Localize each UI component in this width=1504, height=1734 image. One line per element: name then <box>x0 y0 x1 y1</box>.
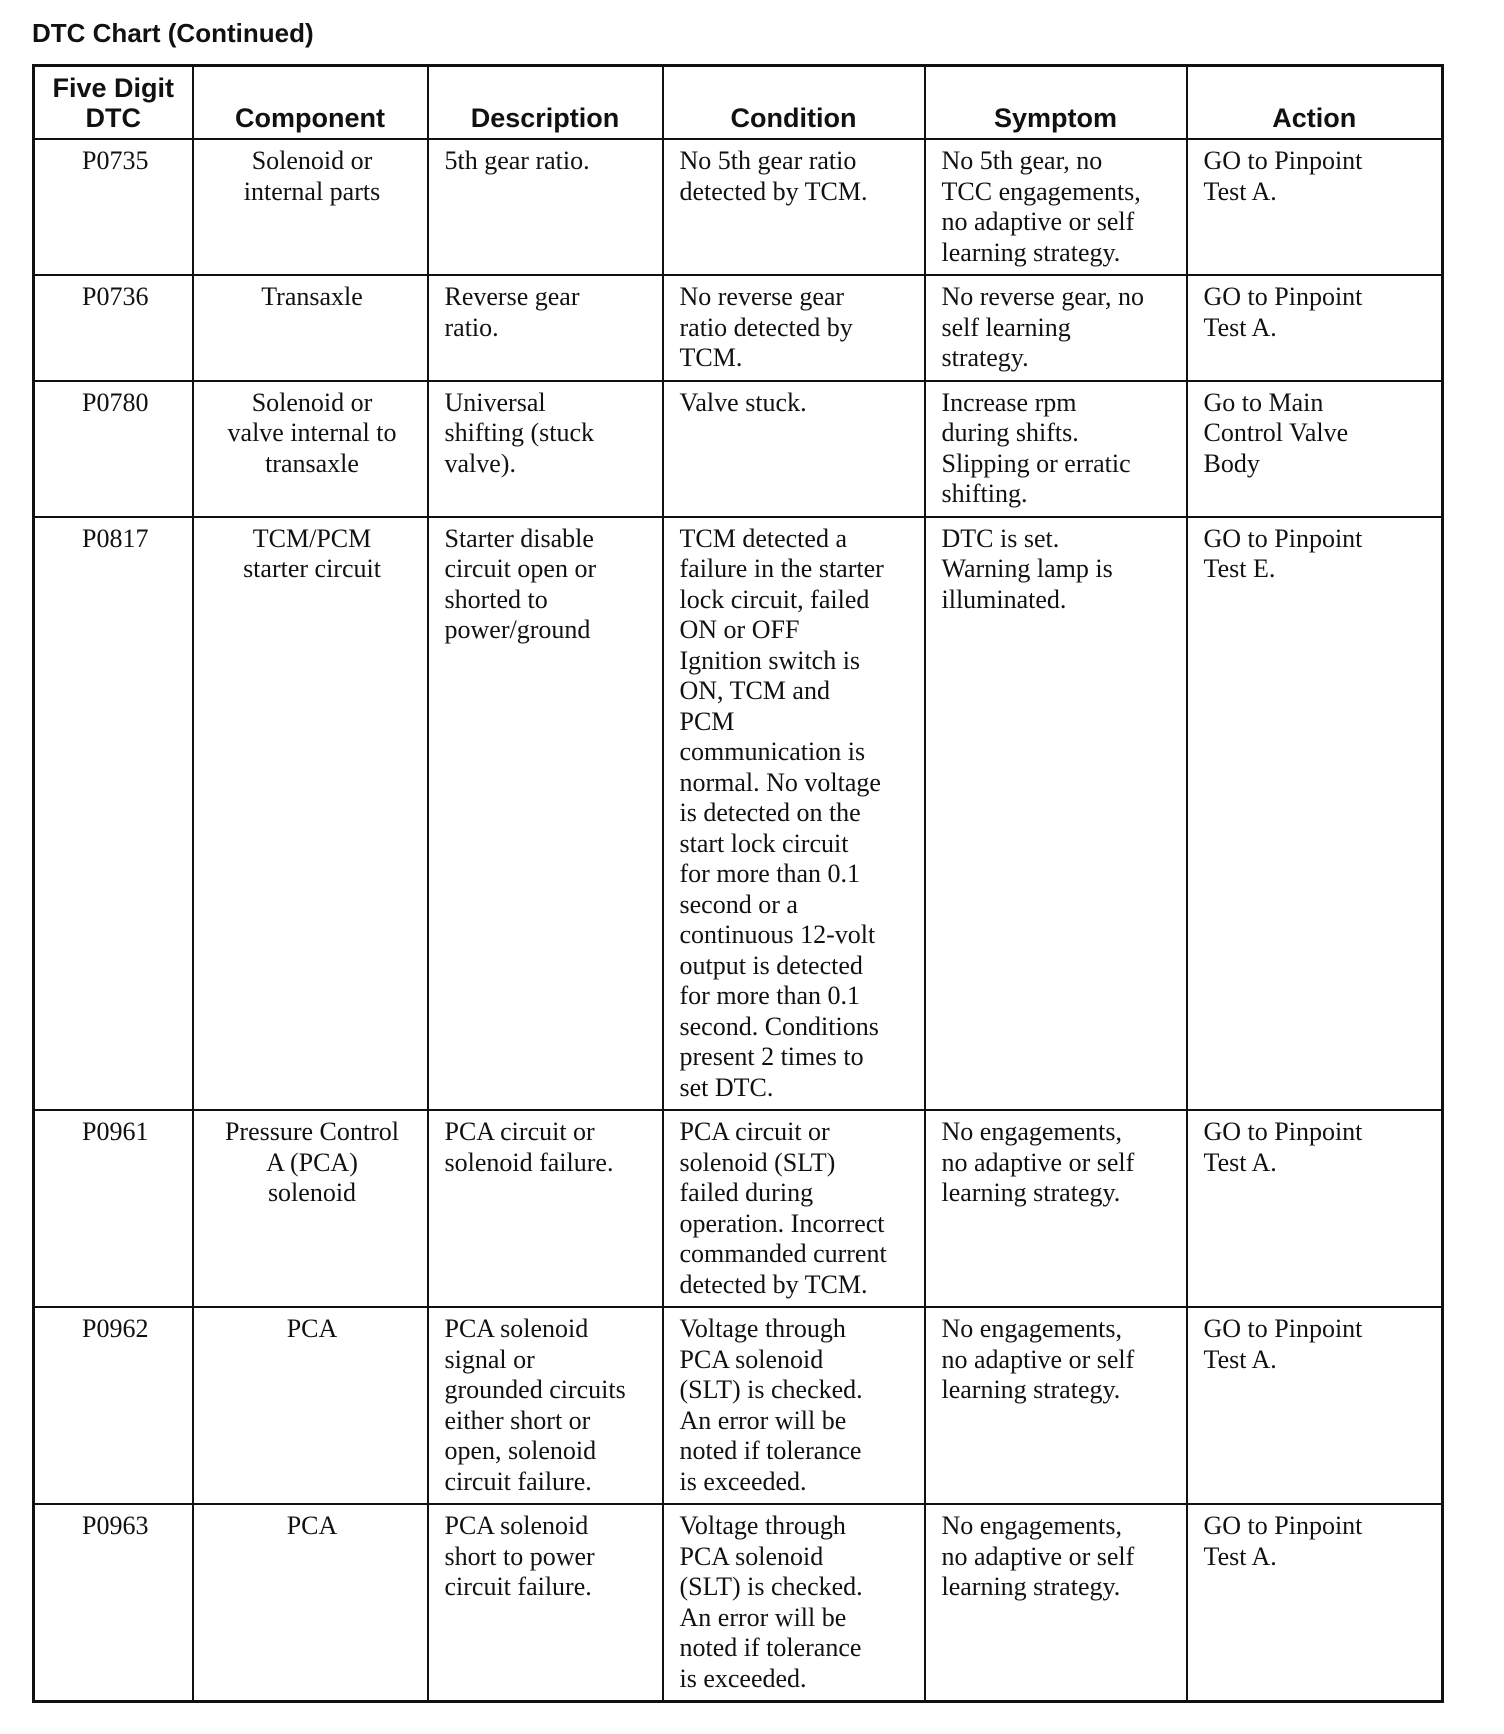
header-line: Five Digit <box>52 73 174 103</box>
cell-line: open, solenoid <box>444 1436 597 1465</box>
cell-line: lock circuit, failed <box>679 584 870 614</box>
cell-line: failure in the starter <box>679 554 884 583</box>
dtc-code-cell: P0817 <box>34 517 193 1111</box>
description-cell <box>428 517 663 1111</box>
cell-line: Test A. <box>1203 1344 1277 1374</box>
cell-line: Test A. <box>1203 312 1277 342</box>
symptom-cell <box>925 139 1187 275</box>
cell-line: circuit failure. <box>444 1572 592 1601</box>
header-condition: Condition <box>663 66 925 140</box>
cell-line: Universal <box>444 387 546 417</box>
cell-line: learning strategy. <box>941 237 1121 267</box>
cell-line: noted if tolerance <box>679 1633 862 1662</box>
symptom-cell <box>925 381 1187 517</box>
dtc-code-cell: P0735 <box>34 139 193 275</box>
cell-line: solenoid (SLT) <box>679 1147 836 1177</box>
cell-line: Increase rpm <box>941 387 1077 417</box>
cell-line: noted if tolerance <box>679 1436 862 1465</box>
cell-line: start lock circuit <box>679 828 849 858</box>
cell-line: Reverse gear <box>444 282 580 311</box>
cell-line: PCA circuit or <box>679 1117 830 1146</box>
component-cell <box>193 1110 428 1307</box>
component-cell <box>193 1307 428 1504</box>
cell-line: solenoid failure. <box>444 1147 614 1177</box>
cell-line: Test A. <box>1203 1541 1277 1571</box>
cell-line: detected by TCM. <box>679 1269 868 1299</box>
component-cell <box>193 517 428 1111</box>
condition-cell <box>663 1307 925 1504</box>
symptom-cell <box>925 275 1187 381</box>
cell-line: 5th gear ratio. <box>444 146 590 175</box>
cell-line: Test E. <box>1203 554 1276 583</box>
cell-line: (SLT) is checked. <box>679 1572 863 1601</box>
condition-cell <box>663 381 925 517</box>
cell-line: Starter disable <box>444 523 594 553</box>
cell-line: valve). <box>444 448 516 478</box>
component-cell <box>193 139 428 275</box>
cell-line: continuous 12-volt <box>679 920 876 949</box>
cell-line: learning strategy. <box>941 1375 1121 1404</box>
cell-line: Valve stuck. <box>679 387 807 417</box>
cell-line: No engagements, <box>941 1314 1123 1343</box>
cell-line: signal or <box>444 1344 535 1374</box>
cell-line: second. Conditions <box>679 1011 879 1041</box>
component-cell <box>193 275 428 381</box>
header-line: DTC <box>85 103 141 133</box>
action-cell <box>1187 275 1443 381</box>
cell-line: strategy. <box>941 343 1029 372</box>
cell-line: Slipping or erratic <box>941 448 1131 478</box>
dtc-code-cell: P0962 <box>34 1307 193 1504</box>
action-cell <box>1187 139 1443 275</box>
action-cell <box>1187 1504 1443 1702</box>
cell-line: operation. Incorrect <box>679 1208 885 1238</box>
cell-line: Ignition switch is <box>679 645 861 675</box>
cell-line: is detected on the <box>679 798 861 827</box>
symptom-cell <box>925 1307 1187 1504</box>
symptom-cell <box>925 1110 1187 1307</box>
dtc-code-cell: P0736 <box>34 275 193 381</box>
cell-line: failed during <box>679 1178 814 1207</box>
cell-line: Transaxle <box>261 282 363 311</box>
table-row <box>34 517 1443 1111</box>
cell-line: starter circuit <box>243 554 381 583</box>
table-row <box>34 381 1443 517</box>
cell-line: PCA solenoid <box>679 1541 824 1571</box>
cell-line: DTC is set. <box>941 523 1060 553</box>
table-row <box>34 1110 1443 1307</box>
cell-line: Control Valve <box>1203 418 1349 447</box>
cell-line: shorted to <box>444 584 548 614</box>
cell-line: is exceeded. <box>679 1663 807 1693</box>
cell-line: No 5th gear ratio <box>679 146 857 175</box>
condition-cell <box>663 1504 925 1702</box>
header-component: Component <box>193 66 428 140</box>
cell-line: ON, TCM and <box>679 676 830 705</box>
cell-line: second or a <box>679 889 798 919</box>
cell-line: GO to Pinpoint <box>1203 523 1363 553</box>
cell-line: either short or <box>444 1405 591 1435</box>
cell-line: output is detected <box>679 950 863 980</box>
cell-line: Voltage through <box>679 1314 846 1343</box>
cell-line: Go to Main <box>1203 387 1324 417</box>
cell-line: shifting (stuck <box>444 418 594 447</box>
cell-line: TCM detected a <box>679 523 847 553</box>
table-row <box>34 275 1443 381</box>
cell-line: No reverse gear <box>679 282 845 311</box>
cell-line: commanded current <box>679 1239 887 1268</box>
cell-line: GO to Pinpoint <box>1203 1314 1363 1343</box>
cell-line: No engagements, <box>941 1511 1123 1540</box>
cell-line: ratio detected by <box>679 312 853 342</box>
cell-line: no adaptive or self <box>941 207 1135 236</box>
header-row <box>34 66 1443 140</box>
condition-cell <box>663 275 925 381</box>
cell-line: PCA <box>286 1314 338 1343</box>
cell-line: no adaptive or self <box>941 1147 1135 1177</box>
description-cell <box>428 1504 663 1702</box>
cell-line: PCA circuit or <box>444 1117 595 1146</box>
description-cell <box>428 275 663 381</box>
condition-cell <box>663 139 925 275</box>
dtc-code-cell: P0961 <box>34 1110 193 1307</box>
cell-line: power/ground <box>444 615 591 644</box>
component-cell <box>193 1504 428 1702</box>
table-row <box>34 1504 1443 1702</box>
cell-line: ratio. <box>444 312 499 342</box>
action-cell <box>1187 517 1443 1111</box>
cell-line: transaxle <box>265 448 359 478</box>
cell-line: (SLT) is checked. <box>679 1375 863 1404</box>
description-cell <box>428 381 663 517</box>
header-action: Action <box>1187 66 1443 140</box>
cell-line: solenoid <box>267 1178 357 1207</box>
symptom-cell <box>925 517 1187 1111</box>
cell-line: is exceeded. <box>679 1466 807 1496</box>
cell-line: GO to Pinpoint <box>1203 1117 1363 1146</box>
cell-line: for more than 0.1 <box>679 981 861 1010</box>
action-cell <box>1187 1307 1443 1504</box>
cell-line: for more than 0.1 <box>679 859 861 888</box>
cell-line: PCA <box>286 1511 338 1540</box>
cell-line: internal parts <box>243 176 381 206</box>
cell-line: shifting. <box>941 479 1028 508</box>
cell-line: during shifts. <box>941 418 1079 447</box>
cell-line: communication is <box>679 737 866 766</box>
cell-line: short to power <box>444 1541 595 1571</box>
cell-line: PCM <box>679 706 735 736</box>
cell-line: circuit failure. <box>444 1466 592 1496</box>
dtc-table <box>32 64 1444 1703</box>
cell-line: learning strategy. <box>941 1178 1121 1207</box>
cell-line: learning strategy. <box>941 1572 1121 1601</box>
cell-line: An error will be <box>679 1602 847 1632</box>
cell-line: A (PCA) <box>266 1147 358 1177</box>
cell-line: Voltage through <box>679 1511 846 1540</box>
cell-line: TCC engagements, <box>941 176 1141 206</box>
cell-line: ON or OFF <box>679 615 800 644</box>
symptom-cell <box>925 1504 1187 1702</box>
cell-line: TCM. <box>679 343 743 372</box>
description-cell <box>428 139 663 275</box>
cell-line: Test A. <box>1203 1147 1277 1177</box>
cell-line: Test A. <box>1203 176 1277 206</box>
table-body <box>34 139 1443 1702</box>
cell-line: no adaptive or self <box>941 1541 1135 1571</box>
component-cell <box>193 381 428 517</box>
cell-line: No reverse gear, no <box>941 282 1145 311</box>
cell-line: Solenoid or <box>251 146 373 175</box>
cell-line: No 5th gear, no <box>941 146 1103 175</box>
cell-line: detected by TCM. <box>679 176 868 206</box>
cell-line: TCM/PCM <box>252 523 372 553</box>
cell-line: GO to Pinpoint <box>1203 146 1363 175</box>
cell-line: valve internal to <box>227 418 397 447</box>
header-five-digit-dtc <box>34 66 193 140</box>
cell-line: GO to Pinpoint <box>1203 1511 1363 1540</box>
table-row <box>34 139 1443 275</box>
cell-line: PCA solenoid <box>444 1511 589 1540</box>
cell-line: PCA solenoid <box>679 1344 824 1374</box>
action-cell <box>1187 381 1443 517</box>
cell-line: Pressure Control <box>224 1117 400 1146</box>
cell-line: An error will be <box>679 1405 847 1435</box>
table-row <box>34 1307 1443 1504</box>
description-cell <box>428 1110 663 1307</box>
cell-line: normal. No voltage <box>679 767 881 797</box>
condition-cell <box>663 517 925 1111</box>
cell-line: grounded circuits <box>444 1375 626 1404</box>
cell-line: no adaptive or self <box>941 1344 1135 1374</box>
dtc-code-cell: P0963 <box>34 1504 193 1702</box>
header-description: Description <box>428 66 663 140</box>
cell-line: PCA solenoid <box>444 1314 589 1343</box>
cell-line: illuminated. <box>941 584 1067 614</box>
cell-line: present 2 times to <box>679 1042 864 1071</box>
cell-line: self learning <box>941 312 1071 342</box>
cell-line: set DTC. <box>679 1072 774 1102</box>
description-cell <box>428 1307 663 1504</box>
cell-line: Warning lamp is <box>941 554 1113 583</box>
cell-line: Body <box>1203 448 1260 478</box>
header-symptom: Symptom <box>925 66 1187 140</box>
cell-line: circuit open or <box>444 554 597 583</box>
action-cell <box>1187 1110 1443 1307</box>
dtc-code-cell: P0780 <box>34 381 193 517</box>
condition-cell <box>663 1110 925 1307</box>
cell-line: No engagements, <box>941 1117 1123 1146</box>
page-title: DTC Chart (Continued) <box>32 18 314 48</box>
cell-line: GO to Pinpoint <box>1203 282 1363 311</box>
cell-line: Solenoid or <box>251 387 373 417</box>
